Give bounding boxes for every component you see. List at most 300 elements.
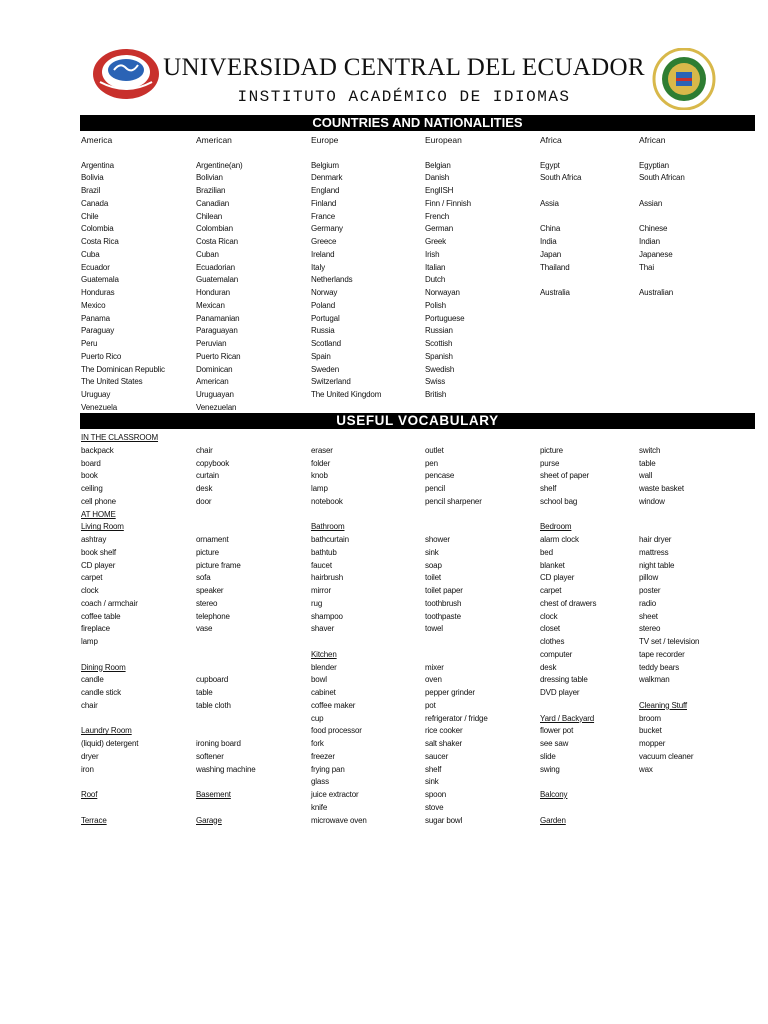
table-cell: Greek (425, 237, 447, 246)
table-cell: Uruguay (81, 390, 111, 399)
table-cell: Bolivia (81, 173, 104, 183)
table-cell: sink (425, 547, 439, 557)
table-cell: candle (81, 675, 104, 685)
table-cell: India (540, 237, 557, 246)
table-row (0, 496, 768, 509)
table-row (0, 432, 768, 445)
table-cell: sink (425, 777, 439, 787)
table-row (0, 802, 768, 815)
table-cell: Egyptian (639, 160, 669, 170)
table-cell: outlet (425, 445, 444, 455)
table-cell: Peruvian (196, 339, 227, 348)
table-row (0, 445, 768, 458)
table-cell: chair (81, 700, 98, 710)
table-cell: Assia (540, 198, 559, 208)
table-cell: teddy bears (639, 662, 680, 672)
table-row (0, 764, 768, 777)
table-cell: shampoo (311, 611, 343, 621)
table-cell: spoon (425, 790, 447, 799)
table-cell: The United States (81, 377, 143, 387)
table-row (0, 389, 768, 402)
table-cell: Scotland (311, 339, 341, 348)
table-cell: broom (639, 713, 661, 723)
table-cell: toilet paper (425, 586, 463, 595)
table-cell: Colombia (81, 224, 114, 234)
table-cell: poster (639, 586, 661, 595)
table-row (0, 249, 768, 262)
table-row (0, 300, 768, 313)
table-cell: Venezuela (81, 402, 118, 412)
table-cell: knob (311, 471, 328, 481)
table-row (0, 338, 768, 351)
table-cell: Denmark (311, 173, 343, 183)
table-row (0, 211, 768, 224)
table-cell: wall (639, 471, 653, 481)
table-cell: clothes (540, 637, 565, 646)
table-row (0, 364, 768, 377)
table-cell: Finn / Finnish (425, 198, 471, 208)
table-cell: Italy (311, 262, 325, 272)
table-row (0, 521, 768, 534)
table-row (0, 751, 768, 764)
table-cell: lamp (81, 637, 98, 646)
table-cell: Danish (425, 173, 450, 183)
table-cell: Brazil (81, 186, 101, 195)
table-cell: Portuguese (425, 313, 465, 323)
table-cell: desk (196, 484, 213, 493)
table-cell: Thai (639, 262, 654, 272)
table-cell: Costa Rica (81, 237, 119, 246)
table-cell: bathcurtain (311, 535, 349, 544)
table-row (0, 713, 768, 726)
table-row (0, 611, 768, 624)
table-cell: Swiss (425, 377, 446, 387)
table-cell: soap (425, 560, 442, 570)
table-cell: Chile (81, 211, 99, 221)
table-cell: Australian (639, 288, 674, 297)
table-cell: DVD player (540, 688, 580, 697)
table-cell: curtain (196, 471, 219, 481)
table-cell: Brazilian (196, 186, 226, 195)
table-cell: Dominican (196, 364, 233, 374)
table-cell: German (425, 224, 453, 234)
university-title: UNIVERSIDAD CENTRAL DEL ECUADOR (163, 54, 645, 81)
table-cell: frying pan (311, 764, 345, 774)
table-cell: microwave oven (311, 815, 367, 825)
table-cell: walkman (639, 675, 670, 685)
table-cell: Portugal (311, 313, 340, 323)
table-cell: window (639, 496, 665, 506)
table-cell: Africa (540, 135, 562, 145)
table-cell: alarm clock (540, 535, 579, 544)
table-cell: vacuum cleaner (639, 751, 694, 761)
table-cell: mopper (639, 739, 666, 748)
table-cell: towel (425, 624, 443, 634)
table-cell: cell phone (81, 496, 116, 506)
table-cell: blanket (540, 560, 565, 570)
table-cell: Netherlands (311, 275, 353, 285)
table-cell: stereo (639, 624, 661, 634)
table-cell: Thailand (540, 262, 570, 272)
table-cell: picture frame (196, 560, 241, 570)
table-cell: pen (425, 458, 438, 468)
table-row (0, 547, 768, 560)
table-cell: mirror (311, 586, 331, 595)
table-cell: Argentine(an) (196, 160, 243, 170)
vocabulary-section-title: USEFUL VOCABULARY (80, 413, 755, 429)
table-cell: TV set / television (639, 637, 700, 646)
table-cell: Paraguay (81, 326, 115, 336)
table-cell: Sweden (311, 364, 340, 374)
table-cell: pencase (425, 471, 455, 481)
table-cell: shelf (540, 484, 557, 493)
table-cell: Colombian (196, 224, 233, 234)
table-cell: book (81, 471, 98, 481)
table-cell: food processor (311, 726, 362, 736)
table-cell: Spain (311, 351, 331, 361)
table-row (0, 738, 768, 751)
countries-section-title: COUNTRIES AND NATIONALITIES (80, 115, 755, 131)
table-cell: board (81, 458, 101, 468)
category-heading: Kitchen (311, 649, 337, 659)
table-cell: bucket (639, 726, 662, 736)
table-row (0, 662, 768, 675)
table-cell: Japanese (639, 249, 673, 259)
table-row (0, 185, 768, 198)
category-heading: IN THE CLASSROOM (81, 433, 159, 442)
table-cell: Italian (425, 262, 446, 272)
table-cell: door (196, 496, 212, 506)
table-cell: Finland (311, 198, 337, 208)
table-cell: sheet (639, 611, 658, 621)
table-cell: folder (311, 458, 331, 468)
table-cell: British (425, 390, 447, 399)
table-row (0, 198, 768, 211)
table-cell: picture (196, 547, 219, 557)
table-cell: book shelf (81, 547, 116, 557)
table-cell: salt shaker (425, 739, 463, 748)
table-cell: dryer (81, 751, 99, 761)
table-cell: radio (639, 598, 657, 608)
table-cell: rug (311, 598, 323, 608)
table-cell: carpet (540, 586, 562, 595)
table-cell: Panamanian (196, 313, 240, 323)
category-heading: Garage (196, 815, 222, 825)
table-cell: Europe (311, 135, 339, 145)
table-cell: Norwayan (425, 288, 460, 297)
table-cell: Puerto Rico (81, 351, 122, 361)
category-heading: Living Room (81, 522, 124, 532)
table-row (0, 483, 768, 496)
table-cell: school bag (540, 496, 578, 506)
table-row (0, 172, 768, 185)
category-heading: Yard / Backyard (540, 713, 595, 723)
table-cell: Belgium (311, 160, 339, 170)
table-header-row (0, 134, 768, 147)
table-cell: purse (540, 458, 560, 468)
table-cell: America (81, 135, 113, 145)
table-cell: Germany (311, 224, 343, 234)
table-cell: pencil (425, 484, 446, 493)
table-cell: Puerto Rican (196, 351, 241, 361)
table-cell: picture (540, 445, 563, 455)
table-cell: stereo (196, 598, 218, 608)
table-cell: bowl (311, 675, 327, 685)
table-cell: Japan (540, 249, 562, 259)
table-cell: rice cooker (425, 726, 463, 736)
table-cell: lamp (311, 484, 328, 493)
table-cell: cup (311, 713, 324, 723)
table-row (0, 223, 768, 236)
university-seal-icon (652, 48, 716, 110)
category-heading: Roof (81, 790, 98, 799)
table-cell: Mexico (81, 300, 106, 310)
table-cell: ironing board (196, 739, 241, 748)
table-cell: French (425, 211, 449, 221)
table-cell: Cuban (196, 249, 219, 259)
table-cell: Mexican (196, 300, 225, 310)
table-cell: Russian (425, 326, 453, 336)
table-cell: South Africa (540, 173, 582, 183)
table-row (0, 649, 768, 662)
table-row (0, 147, 768, 160)
table-cell: Egypt (540, 160, 560, 170)
table-row (0, 274, 768, 287)
table-cell: mattress (639, 547, 669, 557)
table-row (0, 815, 768, 828)
table-row (0, 509, 768, 522)
table-row (0, 700, 768, 713)
category-heading: Laundry Room (81, 726, 132, 736)
table-row (0, 687, 768, 700)
table-cell: clock (81, 586, 99, 595)
table-row (0, 585, 768, 598)
table-cell: night table (639, 560, 675, 570)
table-cell: desk (540, 662, 557, 672)
table-row (0, 789, 768, 802)
table-cell: shelf (425, 764, 442, 774)
table-cell: shaver (311, 624, 335, 634)
table-cell: Argentina (81, 160, 114, 170)
table-cell: American (196, 377, 229, 387)
table-cell: EnglISH (425, 186, 454, 195)
table-cell: slide (540, 751, 556, 761)
institute-title: INSTITUTO ACADÉMICO DE IDIOMAS (237, 88, 571, 106)
table-cell: refrigerator / fridge (425, 713, 488, 723)
table-cell: table cloth (196, 700, 231, 710)
table-cell: coach / armchair (81, 598, 138, 608)
table-row (0, 776, 768, 789)
table-cell: clock (540, 611, 558, 621)
table-row (0, 160, 768, 173)
category-heading: Dining Room (81, 662, 126, 672)
table-cell: Paraguayan (196, 326, 238, 336)
category-heading: AT HOME (81, 509, 116, 519)
table-cell: European (425, 135, 462, 145)
table-cell: Chilean (196, 211, 223, 221)
table-cell: Honduras (81, 288, 115, 297)
table-cell: pencil sharpener (425, 496, 482, 506)
table-cell: candle stick (81, 688, 121, 697)
table-cell: Poland (311, 300, 336, 310)
table-cell: chair (196, 445, 213, 455)
table-cell: Ecuador (81, 262, 110, 272)
table-cell: eraser (311, 445, 333, 455)
table-cell: see saw (540, 739, 569, 748)
table-cell: ashtray (81, 535, 107, 544)
table-cell: table (639, 458, 656, 468)
table-cell: Scottish (425, 339, 453, 348)
table-cell: pepper grinder (425, 688, 475, 697)
category-heading: Garden (540, 815, 566, 825)
table-cell: iron (81, 764, 94, 774)
category-heading: Bedroom (540, 522, 572, 532)
table-row (0, 376, 768, 389)
table-cell: CD player (540, 573, 575, 583)
table-cell: Costa Rican (196, 237, 238, 246)
table-cell: The Dominican Republic (81, 364, 165, 374)
table-cell: tape recorder (639, 649, 685, 659)
table-cell: Belgian (425, 160, 451, 170)
table-cell: Ireland (311, 249, 335, 259)
table-cell: South African (639, 173, 685, 183)
table-row (0, 725, 768, 738)
table-cell: switch (639, 445, 661, 455)
table-cell: Switzerland (311, 377, 351, 387)
table-cell: coffee maker (311, 700, 356, 710)
table-cell: Swedish (425, 364, 455, 374)
table-row (0, 598, 768, 611)
table-cell: fireplace (81, 624, 110, 634)
category-heading: Balcony (540, 790, 568, 799)
table-cell: flower pot (540, 726, 574, 736)
table-cell: table (196, 688, 213, 697)
table-cell: Canadian (196, 198, 230, 208)
table-cell: Dutch (425, 275, 446, 285)
table-cell: juice extractor (311, 790, 359, 799)
table-cell: computer (540, 649, 573, 659)
table-cell: chest of drawers (540, 598, 597, 608)
table-cell: knife (311, 802, 328, 812)
table-cell: stove (425, 802, 444, 812)
table-cell: ceiling (81, 484, 103, 493)
table-row (0, 351, 768, 364)
table-cell: Panama (81, 313, 110, 323)
table-row (0, 623, 768, 636)
table-cell: freezer (311, 751, 335, 761)
table-cell: wax (639, 764, 653, 774)
table-cell: cupboard (196, 675, 229, 685)
table-cell: saucer (425, 751, 449, 761)
table-cell: sofa (196, 573, 211, 583)
table-cell: telephone (196, 611, 230, 621)
table-cell: Indian (639, 237, 660, 246)
table-cell: Assian (639, 198, 663, 208)
table-cell: Polish (425, 300, 446, 310)
table-cell: The United Kingdom (311, 390, 382, 399)
document-header (0, 0, 768, 112)
table-cell: swing (540, 764, 560, 774)
table-cell: sheet of paper (540, 471, 590, 481)
table-row (0, 572, 768, 585)
table-cell: Norway (311, 288, 338, 297)
table-cell: African (639, 135, 666, 145)
table-cell: blender (311, 662, 337, 672)
table-cell: Ecuadorian (196, 262, 235, 272)
table-row (0, 236, 768, 249)
table-cell: Guatemala (81, 275, 119, 285)
table-cell: pillow (639, 573, 659, 583)
table-cell: pot (425, 700, 436, 710)
table-cell: American (196, 135, 232, 145)
table-cell: Spanish (425, 351, 453, 361)
table-cell: Canada (81, 198, 109, 208)
table-row (0, 534, 768, 547)
table-cell: toothbrush (425, 598, 462, 608)
table-cell: Honduran (196, 288, 230, 297)
table-cell: copybook (196, 458, 230, 468)
table-cell: Russia (311, 326, 335, 336)
table-row (0, 313, 768, 326)
table-cell: England (311, 186, 340, 195)
table-cell: hair dryer (639, 535, 672, 544)
table-row (0, 262, 768, 275)
table-row (0, 636, 768, 649)
table-row (0, 287, 768, 300)
table-cell: notebook (311, 496, 343, 506)
table-cell: cabinet (311, 688, 336, 697)
table-cell: carpet (81, 573, 103, 583)
table-cell: waste basket (639, 484, 684, 493)
table-cell: speaker (196, 586, 224, 595)
table-cell: Uruguayan (196, 390, 234, 399)
table-cell: bathtub (311, 547, 337, 557)
table-cell: sugar bowl (425, 815, 463, 825)
table-cell: fork (311, 739, 324, 748)
table-cell: Irish (425, 249, 440, 259)
table-cell: France (311, 211, 335, 221)
table-cell: Venezuelan (196, 402, 237, 412)
table-row (0, 470, 768, 483)
table-cell: faucet (311, 560, 332, 570)
table-cell: glass (311, 777, 329, 787)
table-cell: Cuba (81, 249, 100, 259)
table-row (0, 674, 768, 687)
table-cell: mixer (425, 662, 444, 672)
table-row (0, 560, 768, 573)
table-cell: closet (540, 624, 560, 634)
table-cell: Guatemalan (196, 275, 239, 285)
table-cell: toothpaste (425, 611, 461, 621)
table-cell: ornament (196, 535, 229, 544)
table-row (0, 325, 768, 338)
category-heading: Bathroom (311, 522, 345, 532)
table-cell: bed (540, 547, 553, 557)
table-cell: hairbrush (311, 573, 344, 583)
table-cell: Bolivian (196, 173, 223, 183)
table-cell: Chinese (639, 224, 668, 234)
table-cell: Australia (540, 288, 570, 297)
table-cell: Greece (311, 237, 337, 246)
table-cell: vase (196, 624, 213, 634)
table-cell: toilet (425, 573, 441, 583)
category-heading: Cleaning Stuff (639, 700, 688, 710)
table-cell: washing machine (196, 764, 256, 774)
table-row (0, 458, 768, 471)
table-cell: coffee table (81, 611, 121, 621)
table-cell: dressing table (540, 675, 588, 685)
table-cell: Peru (81, 339, 98, 348)
